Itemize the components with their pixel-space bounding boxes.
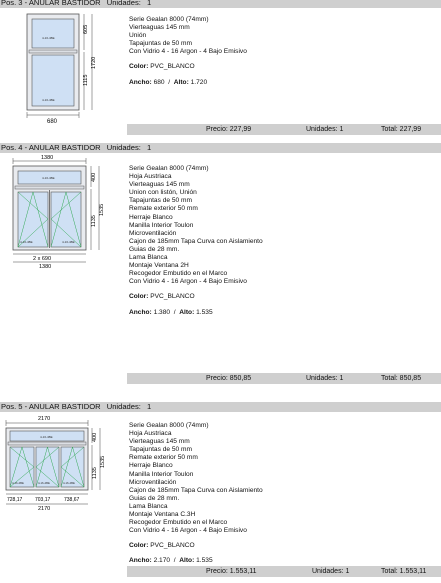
item-details [129, 16, 429, 87]
spec-line: Tapajuntas de 50 mm [129, 40, 193, 48]
spec-line: Serie Gealan 8000 (74mm) [129, 422, 209, 429]
dimension-label: 400 [92, 432, 98, 442]
spec-line: Unión [129, 32, 147, 40]
units-total: Unidades: 1 [306, 375, 344, 382]
size-line: Ancho: 1.380 / Alto: 1.535 [129, 308, 213, 316]
item-header [0, 0, 441, 8]
item-details [129, 422, 429, 566]
glass-label: 4-16-4BE [12, 481, 24, 485]
dimension-label: 738,67 [64, 497, 80, 503]
units-label: Unidades: [106, 143, 141, 152]
spec-line: Cajon de 185mm Tapa Curva con Aislamiento [129, 486, 263, 494]
dimension-label: 1380 [39, 264, 52, 270]
spec-line: Guias de 28 mm. [129, 245, 180, 253]
spec-line: Microventilación [129, 478, 177, 486]
dimension-label: 400 [91, 172, 97, 182]
glass-label: 4-16-4BE [42, 36, 55, 40]
dimension-label: 680 [47, 119, 58, 125]
spec-line: Montaje Ventana 2H [129, 262, 189, 270]
total-value: Total: 850,85 [381, 375, 422, 382]
spec-line: Manilla Interior Toulon [129, 470, 194, 478]
spec-line: Con Vidrio 4 - 16 Argon - 4 Bajo Emisivo [129, 48, 247, 56]
spec-line: Con Vidrio 4 - 16 Argon - 4 Bajo Emisivo [129, 278, 247, 286]
item-header [0, 143, 441, 153]
item-header [0, 402, 441, 412]
spec-line: Tapajuntas de 50 mm [129, 446, 193, 454]
dimension-label: 1720 [91, 56, 97, 69]
glass-pane [51, 192, 81, 247]
item-details [129, 165, 429, 317]
glass-label: 4-16-4BE [40, 435, 53, 439]
dimension-label: 703,17 [35, 497, 51, 503]
spec-line: Hoja Austriaca [129, 430, 172, 438]
glass-pane [18, 192, 48, 247]
color-line: Color: PVC_BLANCO [129, 542, 195, 550]
spec-line: Microventilación [129, 229, 177, 237]
position-title: Pos. 3 - ANULAR BASTIDOR [1, 0, 101, 7]
spec-line: Montaje Ventana C.3H [129, 511, 196, 519]
spec-line: Lama Blanca [129, 254, 168, 262]
dimension-label: 1380 [41, 155, 54, 161]
spec-line: Hoja Austriaca [129, 173, 172, 181]
dimension-label: 1135 [91, 215, 97, 227]
glass-label: 4-16-4BE [20, 240, 33, 244]
color-line: Color: PVC_BLANCO [129, 63, 195, 71]
glass-label: 4-16-4BE [38, 481, 50, 485]
spec-line: Guias de 28 mm. [129, 494, 180, 502]
position-title: Pos. 5 - ANULAR BASTIDOR [1, 402, 101, 411]
spec-line: Serie Gealan 8000 (74mm) [129, 16, 209, 23]
glass-label: 4-16-4BE [42, 176, 55, 180]
price-value: Precio: 1.553,11 [206, 568, 257, 575]
spec-line: Vierteaguas 145 mm [129, 24, 190, 32]
spec-line: Serie Gealan 8000 (74mm) [129, 165, 209, 172]
glass-label: 4-16-4BE [42, 98, 55, 102]
price-value: Precio: 850,85 [206, 375, 252, 382]
window-drawing [0, 413, 118, 523]
total-value: Total: 227,99 [381, 126, 422, 133]
dimension-label: 2170 [38, 416, 51, 422]
price-value: Precio: 227,99 [206, 126, 252, 133]
units-label: Unidades: [106, 0, 141, 7]
price-row [127, 373, 441, 384]
size-line: Ancho: 680 / Alto: 1.720 [129, 78, 208, 86]
color-line: Color: PVC_BLANCO [129, 293, 195, 301]
glass-pane [32, 19, 74, 48]
spec-line: Recogedor Embutido en el Marco [129, 519, 228, 527]
size-line: Ancho: 2.170 / Alto: 1.535 [129, 557, 213, 565]
spec-line: Union con listón, Unión [129, 189, 197, 197]
total-value: Total: 1.553,11 [381, 568, 427, 575]
price-row [127, 566, 441, 577]
dimension-label: 2170 [38, 506, 51, 512]
spec-line: Manilla Interior Toulon [129, 221, 194, 229]
spec-line: Remate exterior 50 mm [129, 205, 198, 213]
units-total: Unidades: 1 [312, 568, 350, 575]
window-drawing [6, 153, 116, 271]
transom [15, 186, 84, 189]
spec-line: Vierteaguas 145 mm [129, 181, 190, 189]
dimension-label: 1535 [100, 455, 106, 468]
dimension-label: 728,17 [7, 497, 23, 503]
spec-line: Vierteaguas 145 mm [129, 438, 190, 446]
spec-line: Herraje Blanco [129, 213, 173, 221]
spec-line: Recogedor Embutido en el Marco [129, 270, 228, 278]
units-label: Unidades: [106, 402, 141, 411]
units-value: 1 [147, 402, 152, 411]
spec-line: Lama Blanca [129, 502, 168, 510]
window-drawing [8, 12, 114, 126]
units-value: 1 [147, 143, 152, 152]
spec-line: Remate exterior 50 mm [129, 454, 198, 462]
transom [29, 50, 77, 53]
units-value: 1 [147, 0, 152, 7]
glass-label: 4-16-4BE [63, 481, 75, 485]
units-total: Unidades: 1 [306, 126, 344, 133]
dimension-label: 605 [83, 24, 89, 34]
spec-line: Cajon de 185mm Tapa Curva con Aislamiento [129, 237, 263, 245]
spec-line: Herraje Blanco [129, 462, 173, 470]
spec-line: Tapajuntas de 50 mm [129, 197, 193, 205]
spec-line: Con Vidrio 4 - 16 Argon - 4 Bajo Emisivo [129, 527, 247, 535]
position-title: Pos. 4 - ANULAR BASTIDOR [1, 143, 101, 152]
glass-label: 4-16-4BE [62, 240, 75, 244]
transom [8, 442, 86, 445]
dimension-label: 2 x 690 [33, 256, 52, 262]
dimension-label: 1535 [99, 203, 105, 216]
dimension-label: 1135 [92, 467, 98, 479]
dimension-label: 1115 [83, 74, 89, 86]
price-row [127, 124, 441, 135]
